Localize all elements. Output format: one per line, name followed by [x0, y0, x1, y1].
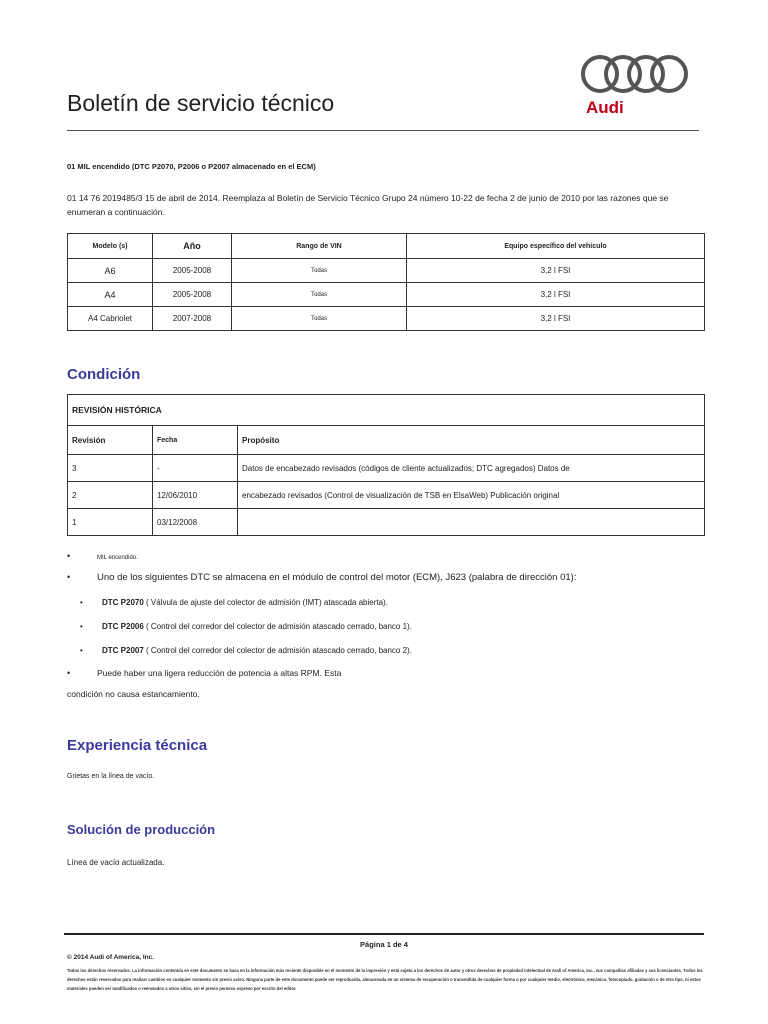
dtc-text: ( Control del corredor del colector de admisión atascado cerrado, banco 2). [143, 646, 412, 655]
bulletin-subject: 01 MIL encendido (DTC P2070, P2006 o P2007 almacenado en el ECM) [67, 162, 316, 171]
legal-notice: Todos los derechos reservados. La información contenida en este documento se basa en la información más reciente disponible en el momento de la impresión y está sujeta a los derechos de autor y otros derechos de propiedad intelectual de Audi of America, Inc., sus compañías afiliadas y sus licenciantes. Todos los derechos están reservados para realizar cambios en cualquier momento sin previo aviso. Ninguna parte de este documento puede ser reproducida, almacenada en un sistema de recuperación o transmitida de cualquier forma o por cualquier medio, electrónico, mecánico, fotocopiado, grabación o de otro tipo, ni estos materiales pueden ser modificados o reenviados a otros sitios, sin el previo permiso expreso por escrito del editor. [67, 968, 703, 991]
vin-cell: Todas [232, 259, 407, 283]
bullet-text: Puede haber una ligera reducción de potencia a altas RPM. Esta [97, 668, 342, 678]
revision-history-table [67, 394, 705, 536]
col-revision: Revisión [68, 426, 153, 455]
models-table [67, 233, 705, 331]
table-row [68, 455, 705, 482]
page-number: Página 1 de 4 [360, 940, 408, 949]
col-purpose: Propósito [238, 426, 705, 455]
equipment-cell: 3,2 l FSI [407, 283, 705, 307]
vin-cell: Todas [232, 283, 407, 307]
bullet-mil [67, 551, 138, 561]
model-cell: A4 Cabriolet [68, 307, 153, 331]
models-header-row [68, 234, 705, 259]
bullet-icon: • [80, 598, 83, 607]
model-cell: A6 [68, 259, 153, 283]
bullet-icon: • [67, 551, 71, 561]
audi-logo-text: Audi [586, 98, 624, 117]
bullet-text: MIL encendido. [97, 555, 138, 561]
purpose-cell: encabezado revisados (Control de visualización de TSB en ElsaWeb) Publicación original [238, 482, 705, 509]
year-cell: 2007-2008 [153, 307, 232, 331]
dtc-code: DTC P2070 [102, 598, 144, 607]
condition-heading: Condición [67, 366, 141, 383]
history-title: REVISIÓN HISTÓRICA [68, 395, 705, 426]
purpose-cell [238, 509, 705, 536]
copyright: © 2014 Audi of America, Inc. [67, 954, 155, 961]
revision-cell: 1 [68, 509, 153, 536]
table-row [68, 509, 705, 536]
col-equipment: Equipo específico del vehículo [407, 234, 705, 259]
revision-cell: 2 [68, 482, 153, 509]
document-title: Boletín de servicio técnico [67, 90, 335, 116]
dtc-code: DTC P2007 [102, 646, 144, 655]
table-row [68, 482, 705, 509]
bullet-icon: • [67, 572, 71, 582]
table-row [68, 259, 705, 283]
dtc-code: DTC P2006 [102, 622, 144, 631]
experience-text: Grietas en la línea de vacío. [67, 773, 155, 780]
table-row [68, 307, 705, 331]
col-date: Fecha [153, 426, 238, 455]
dtc-text: ( Control del corredor del colector de admisión atascado cerrado, banco 1). [143, 622, 412, 631]
col-model: Modelo (s) [68, 234, 153, 259]
year-cell: 2005-2008 [153, 283, 232, 307]
col-vin: Rango de VIN [232, 234, 407, 259]
bullet-text: Uno de los siguientes DTC se almacena en el módulo de control del motor (ECM), J623 (palabra de dirección 01): [97, 572, 577, 583]
sub-bullet-dtc [80, 622, 412, 631]
bullet-power-continued: condición no causa estancamiento. [67, 689, 200, 699]
equipment-cell: 3,2 l FSI [407, 259, 705, 283]
bullet-icon: • [80, 646, 83, 655]
revision-cell: 3 [68, 455, 153, 482]
bulletin-intro: 01 14 76 2019485/3 15 de abril de 2014. Reemplaza al Boletín de Servicio Técnico Grupo 24 número 10-22 de fecha 2 de junio de 2010 por las razones que se enumeran a continuación. [67, 193, 669, 217]
bullet-dtc-stored [67, 572, 576, 583]
year-cell: 2005-2008 [153, 259, 232, 283]
header-divider [67, 130, 699, 131]
solution-text: Línea de vacío actualizada. [67, 858, 165, 867]
date-cell: 03/12/2008 [153, 509, 238, 536]
table-row [68, 283, 705, 307]
model-cell: A4 [68, 283, 153, 307]
purpose-cell: Datos de encabezado revisados (códigos de cliente actualizados; DTC agregados) Datos de [238, 455, 705, 482]
history-title-row [68, 395, 705, 426]
sub-bullet-dtc [80, 646, 412, 655]
date-cell: - [153, 455, 238, 482]
bullet-icon: • [67, 668, 71, 678]
sub-bullet-dtc [80, 598, 388, 607]
history-header-row [68, 426, 705, 455]
col-year: Año [153, 234, 232, 259]
solution-heading: Solución de producción [67, 822, 216, 837]
date-cell: 12/06/2010 [153, 482, 238, 509]
vin-cell: Todas [232, 307, 407, 331]
footer-divider [64, 933, 704, 935]
experience-heading: Experiencia técnica [67, 737, 208, 754]
equipment-cell: 3,2 l FSI [407, 307, 705, 331]
bullet-power [67, 668, 341, 678]
dtc-text: ( Válvula de ajuste del colector de admisión (IMT) atascada abierta). [143, 598, 388, 607]
bullet-icon: • [80, 622, 83, 631]
